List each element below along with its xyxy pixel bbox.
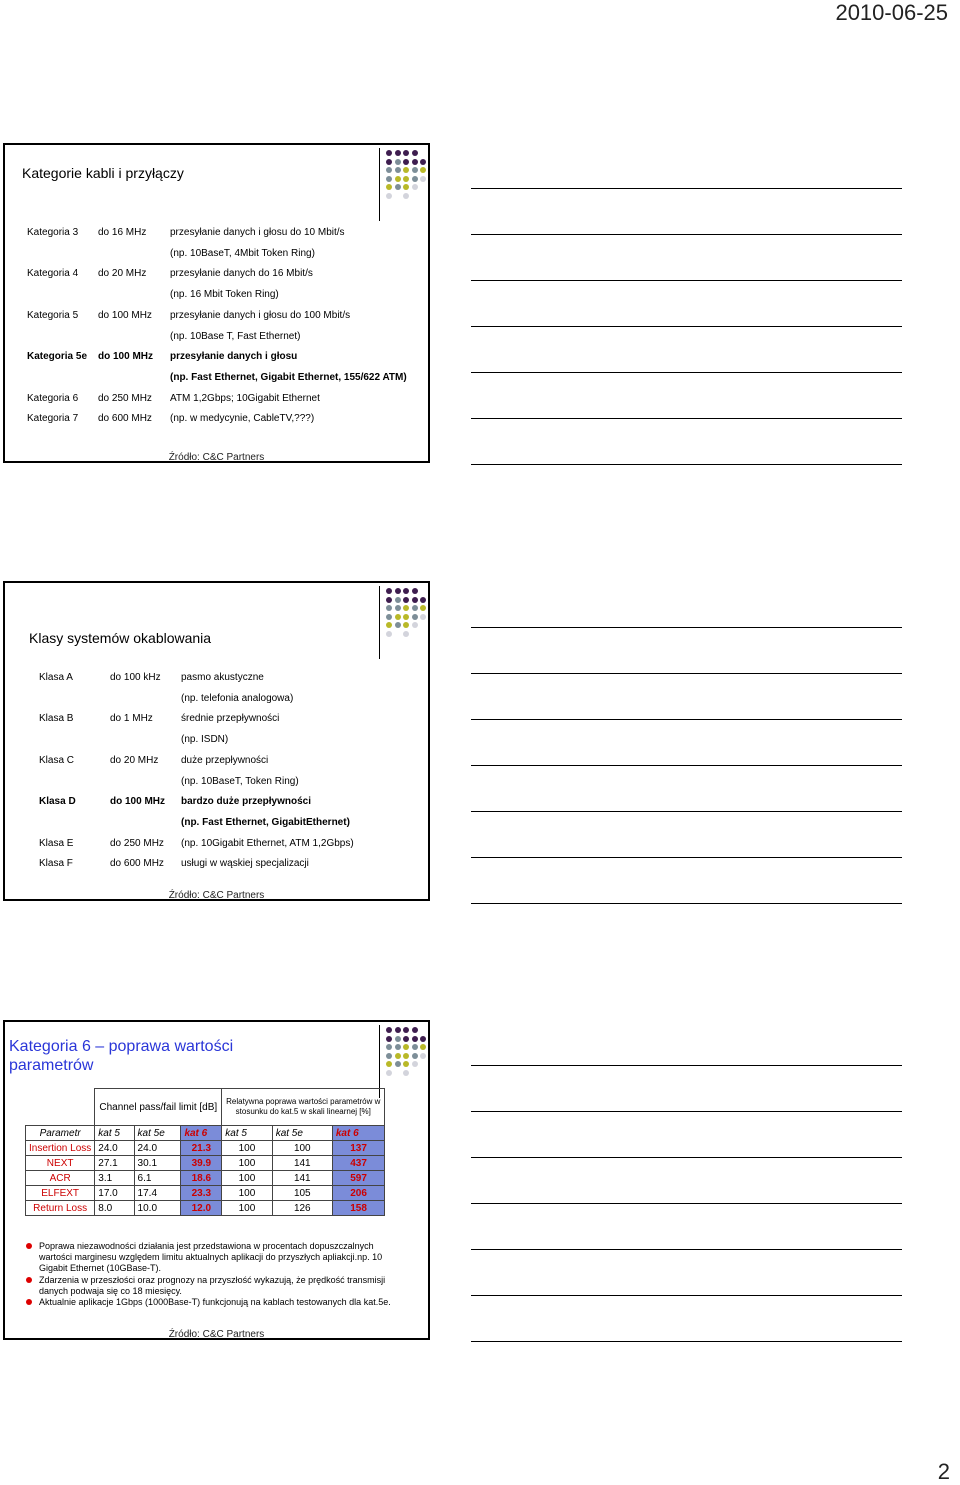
dot xyxy=(412,1061,418,1067)
table-cell: 100 xyxy=(272,1141,332,1156)
dot xyxy=(395,193,401,199)
slide-title-line: Kategoria 6 – poprawa wartości xyxy=(9,1038,234,1055)
row-description: (np. Fast Ethernet, GigabitEthernet) xyxy=(181,816,350,828)
dot xyxy=(395,1027,401,1033)
row-frequency: do 16 MHz xyxy=(98,227,147,238)
note-line xyxy=(471,1065,902,1066)
dot xyxy=(420,605,426,611)
dot xyxy=(412,1044,418,1050)
group-header-limit: Channel pass/fail limit [dB] xyxy=(95,1089,222,1126)
dot xyxy=(420,1036,426,1042)
table-cell: Insertion Loss xyxy=(26,1141,95,1156)
dots-decoration-icon xyxy=(386,150,430,201)
note-line xyxy=(471,673,902,674)
dot xyxy=(386,193,392,199)
note-line xyxy=(471,1295,902,1296)
dot xyxy=(403,167,409,173)
table-header-cell: kat 5e xyxy=(134,1126,181,1141)
dot xyxy=(403,605,409,611)
dot xyxy=(395,622,401,628)
dot xyxy=(386,159,392,165)
row-label: Klasa D xyxy=(39,796,76,808)
note-line xyxy=(471,464,902,465)
table-cell: 158 xyxy=(332,1201,384,1216)
note-line xyxy=(471,234,902,235)
dot xyxy=(412,1027,418,1033)
dot xyxy=(395,614,401,620)
slide-cabling-classes xyxy=(3,581,430,901)
table-header-cell: kat 5e xyxy=(272,1126,332,1141)
dot xyxy=(403,1036,409,1042)
row-description: (np. telefonia analogowa) xyxy=(181,692,294,704)
dot xyxy=(386,1053,392,1059)
note-line xyxy=(471,1341,902,1342)
table-header-row xyxy=(26,1126,385,1141)
table-cell: 8.0 xyxy=(95,1201,134,1216)
table-cell: 100 xyxy=(222,1186,272,1201)
dot xyxy=(386,1027,392,1033)
row-label: Kategoria 5e xyxy=(27,351,88,363)
row-label: Klasa F xyxy=(39,858,73,870)
dot xyxy=(420,622,426,628)
table-cell: 27.1 xyxy=(95,1156,134,1171)
row-label: Klasa E xyxy=(39,837,74,849)
row-frequency: do 1 MHz xyxy=(110,713,153,725)
note-line xyxy=(471,1249,902,1250)
note-line xyxy=(471,326,902,327)
table-cell: Return Loss xyxy=(26,1201,95,1216)
dot xyxy=(395,588,401,594)
row-description: przesyłanie danych i głosu do 10 Mbit/s xyxy=(170,227,345,238)
dot xyxy=(386,1061,392,1067)
table-cell: ACR xyxy=(26,1171,95,1186)
bullet-item xyxy=(39,1297,399,1308)
slide-divider-line xyxy=(379,586,380,659)
slide-title: Klasy systemów okablowania xyxy=(29,630,212,646)
dot xyxy=(395,597,401,603)
dot xyxy=(395,184,401,190)
table-cell: 597 xyxy=(332,1171,384,1186)
table-cell: 100 xyxy=(222,1141,272,1156)
dot xyxy=(403,1070,409,1076)
dot xyxy=(420,597,426,603)
note-line xyxy=(471,418,902,419)
dots-decoration-icon xyxy=(386,588,430,639)
table-cell: 17.4 xyxy=(134,1186,181,1201)
table-cell: 141 xyxy=(272,1171,332,1186)
dot xyxy=(420,184,426,190)
bullet-item xyxy=(39,1275,399,1297)
table-cell: 100 xyxy=(222,1156,272,1171)
row-description: przesyłanie danych do 16 Mbit/s xyxy=(170,268,313,280)
dot xyxy=(403,622,409,628)
row-description: duże przepływności xyxy=(181,754,269,766)
row-description: ATM 1,2Gbps; 10Gigabit Ethernet xyxy=(170,392,320,404)
dot xyxy=(386,1070,392,1076)
dot xyxy=(395,150,401,156)
dot xyxy=(395,1044,401,1050)
row-description: przesyłanie danych i głosu do 100 Mbit/s xyxy=(170,309,351,321)
dot xyxy=(420,1044,426,1050)
dot xyxy=(386,597,392,603)
row-label: Kategoria 7 xyxy=(27,413,79,425)
dot xyxy=(386,167,392,173)
row-label: Kategoria 4 xyxy=(27,268,79,280)
dot xyxy=(386,184,392,190)
dot xyxy=(395,1070,401,1076)
dot xyxy=(386,614,392,620)
dot xyxy=(420,150,426,156)
dot xyxy=(412,167,418,173)
row-frequency: do 250 MHz xyxy=(98,392,152,404)
slide-divider-line xyxy=(379,148,380,221)
row-frequency: do 100 MHz xyxy=(110,796,166,808)
parameters-table xyxy=(25,1088,385,1216)
slide-title-line: parametrów xyxy=(9,1057,94,1074)
row-description: średnie przepływności xyxy=(181,713,280,725)
dot xyxy=(395,1036,401,1042)
table-cell: 23.3 xyxy=(181,1186,222,1201)
bullet-icon xyxy=(26,1243,32,1249)
dot xyxy=(386,622,392,628)
dot xyxy=(412,159,418,165)
dot xyxy=(403,597,409,603)
row-description: bardzo duże przepływności xyxy=(181,796,312,808)
dot xyxy=(395,631,401,637)
dot xyxy=(395,176,401,182)
dot xyxy=(386,605,392,611)
row-description: pasmo akustyczne xyxy=(181,672,264,683)
bullet-text: Zdarzenia w przeszłości oraz prognozy na przyszłość wykazują, że prędkość transmisji danych podwaja się co 18 miesięcy. xyxy=(39,1275,386,1296)
row-description: przesyłanie danych i głosu xyxy=(170,351,298,363)
table-row xyxy=(26,1156,385,1171)
table-cell: 39.9 xyxy=(181,1156,222,1171)
dot xyxy=(412,631,418,637)
slide-title xyxy=(9,1037,233,1075)
table-header-cell: kat 6 xyxy=(181,1126,222,1141)
dot xyxy=(420,1061,426,1067)
dot xyxy=(412,176,418,182)
dot xyxy=(403,150,409,156)
dot xyxy=(412,184,418,190)
table-header-cell: kat 6 xyxy=(332,1126,384,1141)
dot xyxy=(412,605,418,611)
bullet-text: Poprawa niezawodności działania jest przedstawiona w procentach dopuszczalnych wartości marginesu względem limitu aktualnych aplikacji do przyszłych apliakcji.np. 10 Gigabit Ethernet (10GBase-T). xyxy=(39,1241,383,1273)
slide-cable-categories xyxy=(3,143,430,463)
row-description: (np. 10BaseT, Token Ring) xyxy=(181,775,299,787)
dot xyxy=(395,167,401,173)
row-description: (np. 10Gigabit Ethernet, ATM 1,2Gbps) xyxy=(181,837,354,849)
note-line xyxy=(471,1157,902,1158)
dot xyxy=(386,1036,392,1042)
note-line xyxy=(471,765,902,766)
row-frequency: do 20 MHz xyxy=(110,754,159,766)
table-row xyxy=(26,1186,385,1201)
row-label: Klasa A xyxy=(39,672,73,683)
table-cell: 12.0 xyxy=(181,1201,222,1216)
dot xyxy=(412,614,418,620)
note-line xyxy=(471,903,902,904)
dot xyxy=(386,631,392,637)
table-cell: 18.6 xyxy=(181,1171,222,1186)
row-description: (np. 10Base T, Fast Ethernet) xyxy=(170,330,301,342)
table-cell: 21.3 xyxy=(181,1141,222,1156)
note-line xyxy=(471,627,902,628)
dot xyxy=(403,1027,409,1033)
dot xyxy=(412,150,418,156)
table-cell: 100 xyxy=(222,1201,272,1216)
dot xyxy=(420,159,426,165)
dot xyxy=(386,1044,392,1050)
dot xyxy=(403,1053,409,1059)
dot xyxy=(420,193,426,199)
table-body xyxy=(26,1141,385,1216)
dot xyxy=(395,1053,401,1059)
row-description: usługi w wąskiej specjalizacji xyxy=(181,858,309,870)
dot xyxy=(420,1053,426,1059)
table-cell: 126 xyxy=(272,1201,332,1216)
table-header-cell: Parametr xyxy=(26,1126,95,1141)
row-label: Kategoria 6 xyxy=(27,392,79,404)
row-label: Klasa B xyxy=(39,713,74,725)
dot xyxy=(386,588,392,594)
dots-decoration-icon xyxy=(386,1027,430,1078)
table-cell: 141 xyxy=(272,1156,332,1171)
table-cell xyxy=(26,1089,95,1126)
table-cell: 17.0 xyxy=(95,1186,134,1201)
slide-source: Źródło: C&C Partners xyxy=(168,452,265,463)
dot xyxy=(412,1036,418,1042)
dot xyxy=(403,631,409,637)
dot xyxy=(420,176,426,182)
table-cell: 206 xyxy=(332,1186,384,1201)
dot xyxy=(403,184,409,190)
dot xyxy=(403,614,409,620)
note-line xyxy=(471,1111,902,1112)
table-cell: 6.1 xyxy=(134,1171,181,1186)
table-cell: 24.0 xyxy=(95,1141,134,1156)
row-description: (np. ISDN) xyxy=(181,734,229,746)
table-cell: 10.0 xyxy=(134,1201,181,1216)
row-label: Kategoria 3 xyxy=(27,227,79,238)
bullet-icon xyxy=(26,1299,32,1305)
slide-title: Kategorie kabli i przyłączy xyxy=(22,165,184,181)
note-line xyxy=(471,372,902,373)
page-date: 2010-06-25 xyxy=(835,0,948,25)
dot xyxy=(403,159,409,165)
dot xyxy=(403,193,409,199)
dot xyxy=(412,193,418,199)
dot xyxy=(420,1070,426,1076)
table-header-cell: kat 5 xyxy=(95,1126,134,1141)
dot xyxy=(395,1061,401,1067)
table-cell: 24.0 xyxy=(134,1141,181,1156)
slide-source: Źródło: C&C Partners xyxy=(168,1329,265,1340)
row-description: (np. w medycynie, CableTV,???) xyxy=(170,413,315,425)
page-number: 2 xyxy=(937,1459,950,1484)
slide-source: Źródło: C&C Partners xyxy=(168,890,265,901)
dot xyxy=(395,605,401,611)
table-row xyxy=(26,1171,385,1186)
row-label: Klasa C xyxy=(39,754,75,766)
table-cell: 100 xyxy=(222,1171,272,1186)
table-cell: 437 xyxy=(332,1156,384,1171)
dot xyxy=(420,1027,426,1033)
row-description: (np. Fast Ethernet, Gigabit Ethernet, 155/622 ATM) xyxy=(170,371,407,383)
table-cell: 137 xyxy=(332,1141,384,1156)
dot xyxy=(412,588,418,594)
row-label: Kategoria 5 xyxy=(27,309,79,321)
dot xyxy=(386,176,392,182)
row-description: (np. 16 Mbit Token Ring) xyxy=(170,289,279,301)
row-frequency: do 100 MHz xyxy=(98,309,152,321)
row-frequency: do 250 MHz xyxy=(110,837,164,849)
note-line xyxy=(471,857,902,858)
dot xyxy=(412,1070,418,1076)
dot xyxy=(420,588,426,594)
note-line xyxy=(471,811,902,812)
note-line xyxy=(471,188,902,189)
dot xyxy=(420,631,426,637)
note-line xyxy=(471,719,902,720)
row-frequency: do 600 MHz xyxy=(98,413,152,425)
dot xyxy=(412,622,418,628)
row-frequency: do 20 MHz xyxy=(98,268,147,280)
table-group-header xyxy=(26,1089,385,1126)
table-cell: ELFEXT xyxy=(26,1186,95,1201)
note-line xyxy=(471,1203,902,1204)
slide-category6-improvement xyxy=(3,1020,430,1340)
table-cell: NEXT xyxy=(26,1156,95,1171)
table-row xyxy=(26,1201,385,1216)
table-cell: 3.1 xyxy=(95,1171,134,1186)
dot xyxy=(386,150,392,156)
dot xyxy=(412,597,418,603)
dot xyxy=(412,1053,418,1059)
row-frequency: do 100 kHz xyxy=(110,672,161,683)
dot xyxy=(403,1044,409,1050)
dot xyxy=(395,159,401,165)
row-frequency: do 100 MHz xyxy=(98,351,154,363)
table-header-cell: kat 5 xyxy=(222,1126,272,1141)
bullet-text: Aktualnie aplikacje 1Gbps (1000Base-T) funkcjonują na kablach testowanych dla kat.5e. xyxy=(39,1297,391,1307)
table-row xyxy=(26,1141,385,1156)
row-frequency: do 600 MHz xyxy=(110,858,164,870)
note-line xyxy=(471,280,902,281)
dot xyxy=(403,1061,409,1067)
group-header-improvement: Relatywna poprawa wartości parametrów w stosunku do kat.5 w skali linearnej [%] xyxy=(222,1089,385,1126)
table-cell: 105 xyxy=(272,1186,332,1201)
row-description: (np. 10BaseT, 4Mbit Token Ring) xyxy=(170,247,315,259)
dot xyxy=(403,176,409,182)
table-cell: 30.1 xyxy=(134,1156,181,1171)
bullet-item xyxy=(39,1241,399,1274)
dot xyxy=(420,614,426,620)
dot xyxy=(420,167,426,173)
dot xyxy=(403,588,409,594)
bullet-icon xyxy=(26,1277,32,1283)
